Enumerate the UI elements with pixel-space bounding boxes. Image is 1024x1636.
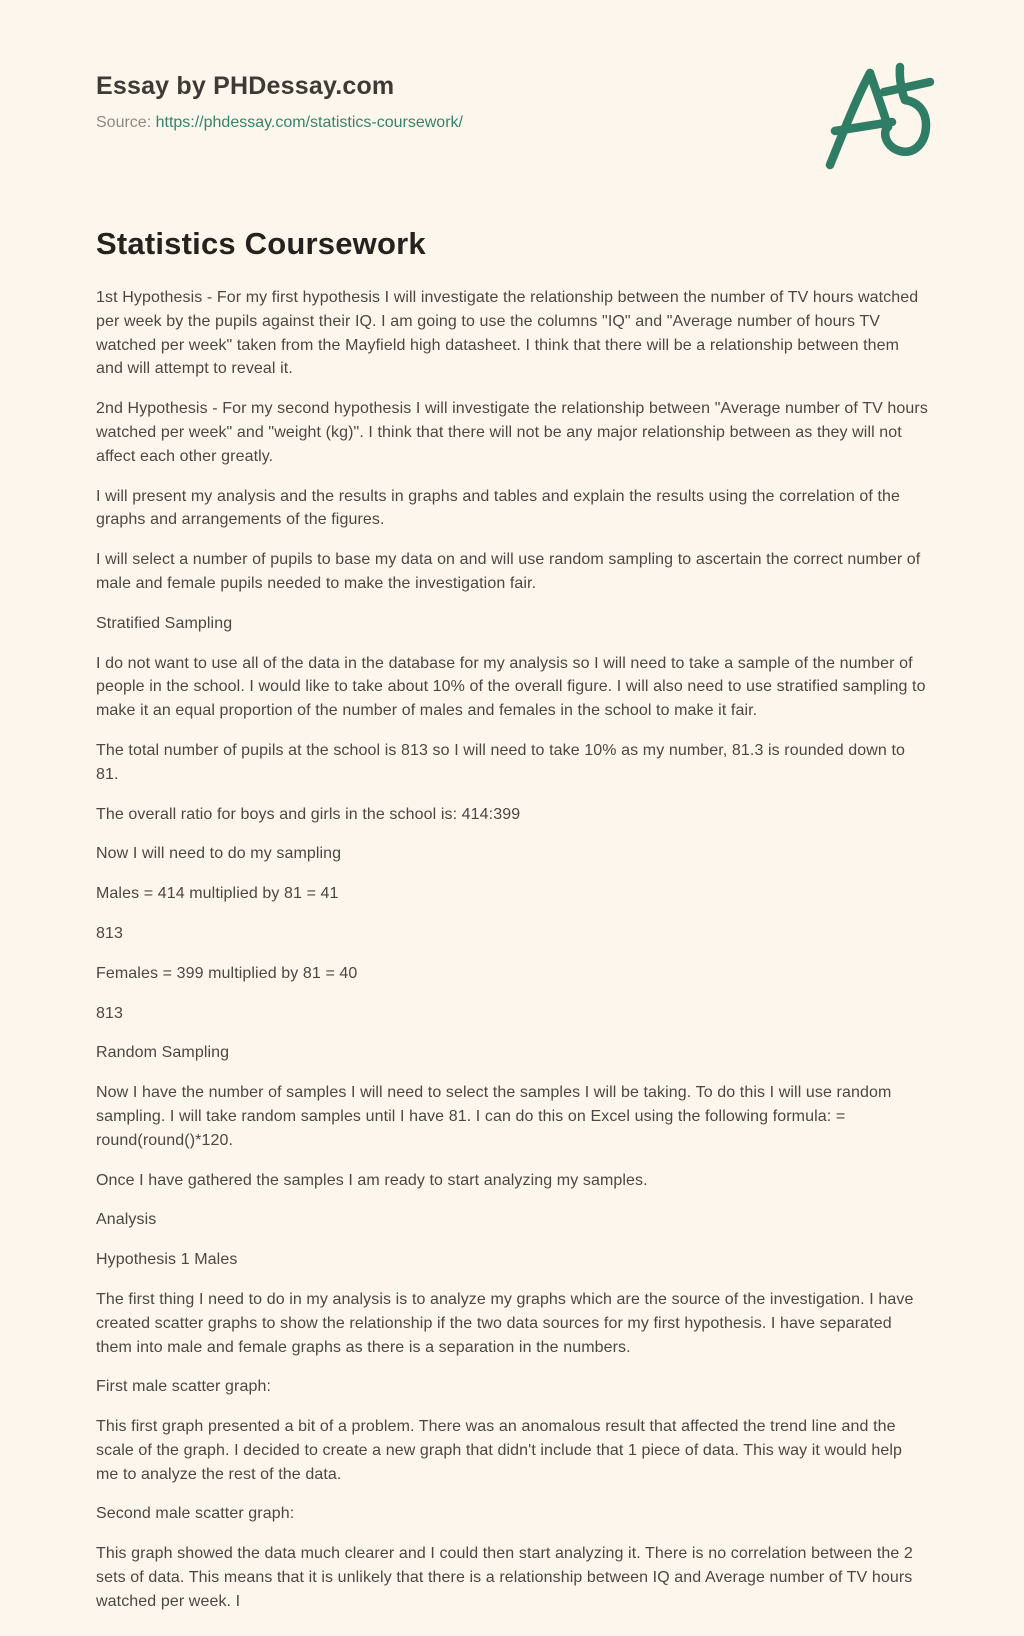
header [96, 70, 928, 134]
paragraph: Analysis [96, 1211, 157, 1229]
paragraph: 2nd Hypothesis - For my second hypothesis I will investigate the relationship between "Average number of TV hours watched per week" and "weight (kg)". I think that there will not be any major relationship between as they will not affect each other greatly. [96, 400, 928, 465]
paragraph: I will present my analysis and the results in graphs and tables and explain the results using the correlation of the graphs and arrangements of the figures. [96, 487, 901, 529]
paragraph: I do not want to use all of the data in the database for my analysis so I will need to take a sample of the number of people in the school. I would like to take about 10% of the overall figure. I will also need to use stratified sampling to make it an equal proportion of the number of males and females in the school to make it fair. [96, 654, 926, 720]
source-line [96, 112, 928, 134]
paragraph: 813 [96, 1004, 123, 1022]
paragraph: Stratified Sampling [96, 614, 233, 632]
source-link[interactable]: https://phdessay.com/statistics-coursework/ [155, 114, 463, 131]
paragraph: Females = 399 multiplied by 81 = 40 [96, 964, 358, 982]
paragraph: The overall ratio for boys and girls in the school is: 414:399 [96, 805, 521, 823]
paragraph: The total number of pupils at the school is 813 so I will need to take 10% as my number, 81.3 is rounded down to 81. [96, 741, 905, 783]
essay-body [96, 286, 928, 1614]
paragraph: Males = 414 multiplied by 81 = 41 [96, 885, 339, 903]
paragraph: The first thing I need to do in my analysis is to analyze my graphs which are the source of the investigation. I have created scatter graphs to show the relationship if the two data sources for my first hypothesis. I have separated them into male and female graphs as there is a separation in the numbers. [96, 1290, 914, 1356]
paragraph: 813 [96, 924, 123, 942]
paragraph: Random Sampling [96, 1044, 230, 1062]
paragraph: Now I will need to do my sampling [96, 845, 342, 863]
paragraph: This graph showed the data much clearer and I could then start analyzing it. There is no correlation between the 2 sets of data. This means that it is unlikely that there is a relationship between IQ and Average number of TV hours watched per week. I [96, 1545, 913, 1610]
paragraph: Once I have gathered the samples I am ready to start analyzing my samples. [96, 1171, 648, 1189]
source-label: Source: [96, 114, 152, 131]
paragraph: This first graph presented a bit of a problem. There was an anomalous result that affected the trend line and the scale of the graph. I decided to create a new graph that didn't include that 1 piece of data. This way it would help me to analyze the rest of the data. [96, 1418, 902, 1483]
paragraph: Now I have the number of samples I will need to select the samples I will be taking. To do this I will use random sampling. I will take random samples until I have 81. I can do this on Excel using the following formula: = round(round()*120. [96, 1084, 892, 1149]
paragraph: 1st Hypothesis - For my first hypothesis I will investigate the relationship between the number of TV hours watched per week by the pupils against their IQ. I am going to use the columns "IQ" and "Average number of hours TV watched per week" taken from the Mayfield high datasheet. I think that there will be a relationship between them and will attempt to reveal it. [96, 289, 919, 378]
phdessay-a-plus-logo-icon [820, 55, 950, 175]
page-title: Statistics Coursework [96, 226, 426, 261]
paragraph: Hypothesis 1 Males [96, 1251, 238, 1269]
paragraph: Second male scatter graph: [96, 1505, 295, 1523]
paragraph: First male scatter graph: [96, 1378, 271, 1396]
paragraph: I will select a number of pupils to base my data on and will use random sampling to ascertain the correct number of male and female pupils needed to make the investigation fair. [96, 551, 921, 592]
byline: Essay by PHDessay.com [96, 72, 395, 100]
